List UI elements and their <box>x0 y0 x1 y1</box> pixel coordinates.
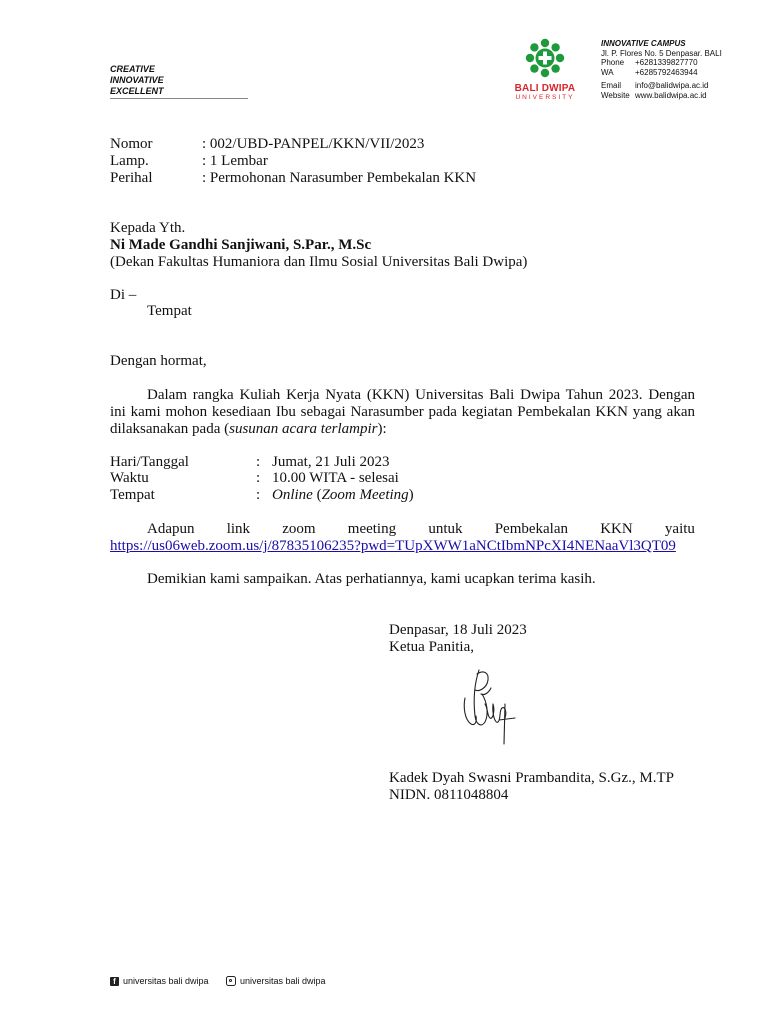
wa-value: +6285792463944 <box>635 67 698 77</box>
handwritten-signature <box>455 664 525 746</box>
signature-place-date: Denpasar, 18 Juli 2023 <box>389 622 527 638</box>
hari-value: Jumat, 21 Juli 2023 <box>272 454 390 470</box>
website-label: Website <box>601 90 630 100</box>
zoom-meeting-link[interactable]: https://us06web.zoom.us/j/87835106235?pwd=TUpXWW1aNCtIbmNPcXI4NENaaVl3QT09 <box>110 538 676 554</box>
tagline <box>110 64 164 97</box>
paragraph-1-line-3 <box>110 421 387 438</box>
paragraph-1-line-2: ini kami mohon kesediaan Ibu sebagai Narasumber pada kegiatan Pembekalan KKN yang akan <box>110 404 695 420</box>
signatory-nidn: NIDN. 0811048804 <box>389 787 509 803</box>
lamp-value: : 1 Lembar <box>202 153 268 169</box>
hari-colon: : <box>256 454 261 470</box>
recipient-name: Ni Made Gandhi Sanjiwani, S.Par., M.Sc <box>110 237 372 253</box>
waktu-label: Waktu <box>110 470 149 486</box>
salutation: Dengan hormat, <box>110 353 207 369</box>
p2-word: Adapun <box>147 521 195 537</box>
closing: Demikian kami sampaikan. Atas perhatiannya, kami ucapkan terima kasih. <box>147 571 596 587</box>
recipient-place: Tempat <box>147 303 192 319</box>
contact-email-row <box>601 81 722 91</box>
p2-word: Pembekalan <box>494 521 568 537</box>
facebook-icon: f <box>110 977 119 986</box>
tempat-mid: ( <box>312 487 322 503</box>
detail-tempat <box>110 487 414 504</box>
logo-name: BALI DWIPA <box>514 83 576 94</box>
footer-instagram <box>226 976 326 986</box>
perihal-value: : Permohonan Narasumber Pembekalan KKN <box>202 170 477 186</box>
tempat-zoom: Zoom Meeting <box>321 487 409 503</box>
zoom-link-line <box>110 538 676 555</box>
p1-line3-italic: susunan acara terlampir <box>229 421 378 437</box>
tagline-line-3: EXCELLENT <box>110 86 164 96</box>
website-value: www.balidwipa.ac.id <box>635 90 707 100</box>
tempat-colon: : <box>256 487 261 503</box>
phone-value: +6281339827770 <box>635 58 698 67</box>
paragraph-2-line-1 <box>147 521 695 538</box>
instagram-icon <box>226 976 236 986</box>
p2-word: zoom <box>282 521 316 537</box>
tagline-line-1: CREATIVE <box>110 64 155 74</box>
recipient-di: Di – <box>110 287 137 303</box>
email-value: info@balidwipa.ac.id <box>635 81 709 90</box>
contact-block <box>601 39 722 100</box>
logo-subtitle: UNIVERSITY <box>515 94 575 101</box>
waktu-colon: : <box>256 470 261 486</box>
p2-word: link <box>226 521 251 537</box>
hari-label: Hari/Tanggal <box>110 454 189 470</box>
ref-nomor <box>110 136 424 153</box>
waktu-value: 10.00 WITA - selesai <box>272 470 399 486</box>
recipient-greeting: Kepada Yth. <box>110 220 186 236</box>
contact-website-row <box>601 91 722 101</box>
tempat-label: Tempat <box>110 487 155 503</box>
email-label: Email <box>601 81 622 90</box>
contact-wa-row <box>601 68 722 78</box>
p1-line3-end: ): <box>377 421 387 437</box>
paragraph-1-line-1: Dalam rangka Kuliah Kerja Nyata (KKN) Universitas Bali Dwipa Tahun 2023. Dengan <box>147 387 695 403</box>
tempat-end: ) <box>408 487 414 503</box>
lamp-label: Lamp. <box>110 153 149 169</box>
p2-word: KKN <box>600 521 633 537</box>
contact-address: Jl. P. Flores No. 5 Denpasar. BALI <box>601 48 722 58</box>
detail-waktu <box>110 470 399 487</box>
footer-facebook <box>110 976 209 986</box>
p2-word: untuk <box>428 521 463 537</box>
ref-lamp <box>110 153 268 170</box>
contact-phone-row <box>601 58 722 68</box>
signatory-name: Kadek Dyah Swasni Prambandita, S.Gz., M.TP <box>389 770 674 786</box>
phone-label: Phone <box>601 58 625 67</box>
nomor-value: : 002/UBD-PANPEL/KKN/VII/2023 <box>202 136 425 152</box>
recipient-position: (Dekan Fakultas Humaniora dan Ilmu Sosial Universitas Bali Dwipa) <box>110 254 528 270</box>
p1-line3-start: dilaksanakan pada ( <box>110 421 230 437</box>
nomor-label: Nomor <box>110 136 153 152</box>
wa-label: WA <box>601 67 614 77</box>
tagline-line-2: INNOVATIVE <box>110 75 164 85</box>
instagram-handle: universitas bali dwipa <box>240 976 326 986</box>
perihal-label: Perihal <box>110 170 153 186</box>
detail-hari <box>110 454 390 471</box>
facebook-handle: universitas bali dwipa <box>123 976 209 986</box>
tempat-online: Online <box>272 487 313 503</box>
contact-title: INNOVATIVE CAMPUS <box>601 39 686 48</box>
ref-perihal <box>110 170 476 187</box>
p2-word: yaitu <box>664 521 695 537</box>
tagline-divider <box>110 98 248 99</box>
p2-word: meeting <box>347 521 397 537</box>
signature-role: Ketua Panitia, <box>389 639 474 655</box>
